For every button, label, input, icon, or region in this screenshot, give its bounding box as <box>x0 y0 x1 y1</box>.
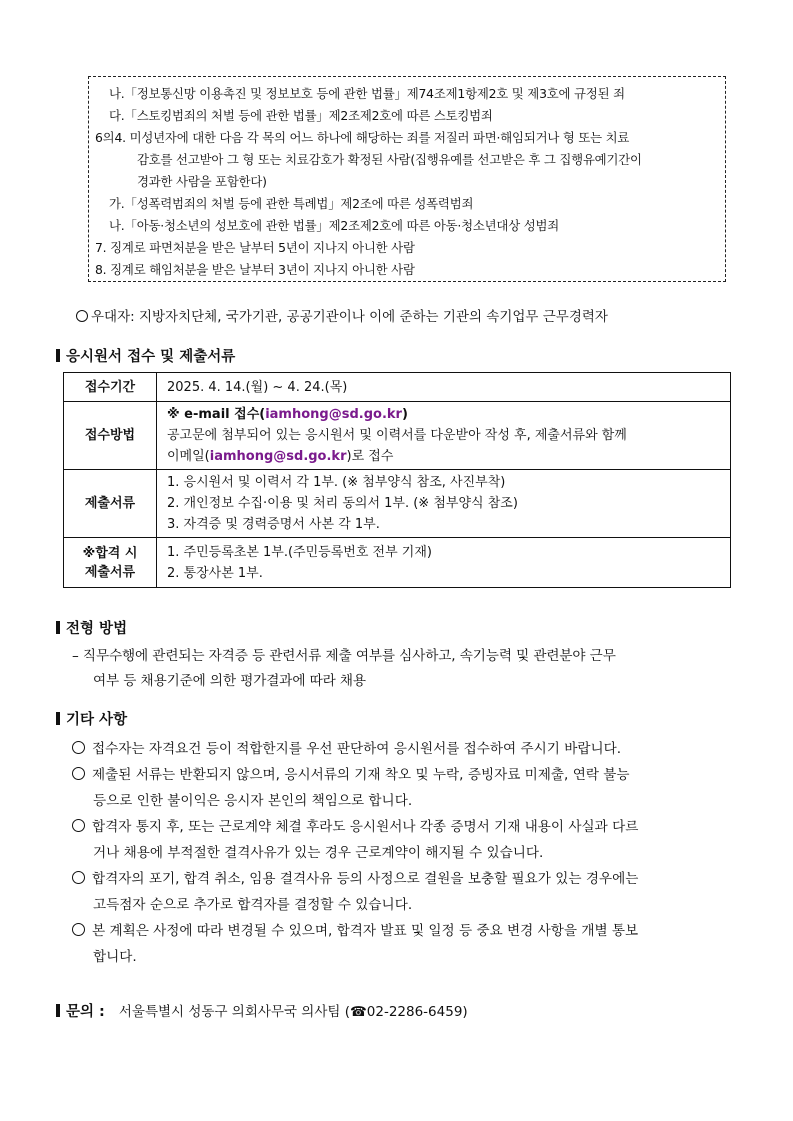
disqualification-line: 7. 징계로 파면처분을 받은 날부터 5년이 지나지 아니한 사람 <box>95 240 415 255</box>
pass-docs-label: ※합격 시 제출서류 <box>64 538 157 588</box>
disqualification-line: 가.「성폭력범죄의 처벌 등에 관한 특례법」제2조에 따른 성폭력범죄 <box>109 196 474 211</box>
list-item: 1. 응시원서 및 이력서 각 1부. (※ 첨부양식 참조, 사진부착) <box>167 475 506 490</box>
email-link[interactable]: iamhong@sd.go.kr <box>265 407 402 422</box>
email-link[interactable]: iamhong@sd.go.kr <box>209 449 347 464</box>
section-bar-icon <box>56 712 60 725</box>
disqualification-box <box>88 76 726 282</box>
preferred-note <box>76 305 608 325</box>
application-section-title: 응시원서 접수 및 제출서류 <box>56 345 235 366</box>
circle-bullet-icon <box>72 871 85 884</box>
list-item: 2. 개인정보 수집·이용 및 처리 동의서 1부. (※ 첨부양식 참조) <box>167 496 518 511</box>
list-item: 1. 주민등록초본 1부.(주민등록번호 전부 기재) <box>167 544 432 560</box>
pass-docs-value <box>157 538 731 588</box>
table-row <box>64 538 731 588</box>
method-value: ※ e-mail 접수(iamhong@sd.go.kr) 공고문에 첨부되어 있는 응시원서 및 이력서를 다운받아 작성 후, 제출서류와 함께 이메일(iamhong@sd.go.kr)로 접수 <box>157 402 731 470</box>
list-item: 합격자의 포기, 합격 취소, 임용 결격사유 등의 사정으로 결원을 보충할 필요가 있는 경우에는 <box>72 867 638 887</box>
application-table <box>63 372 731 588</box>
list-item: 3. 자격증 및 경력증명서 사본 각 1부. <box>167 517 380 532</box>
table-row <box>64 402 731 470</box>
section-bar-icon <box>56 1004 60 1017</box>
list-item-continuation: 등으로 인한 불이익은 응시자 본인의 책임으로 합니다. <box>93 793 413 809</box>
list-item: 본 계획은 사정에 따라 변경될 수 있으며, 합격자 발표 및 일정 등 중요 변경 사항을 개별 통보 <box>72 919 638 939</box>
circle-bullet-icon <box>76 310 88 322</box>
disqualification-line: 6의4. 미성년자에 대한 다음 각 목의 어느 하나에 해당하는 죄를 저질러 파면·해임되거나 형 또는 치료 <box>95 130 630 145</box>
section-bar-icon <box>56 621 60 634</box>
disqualification-line: 8. 징계로 해임처분을 받은 날부터 3년이 지나지 아니한 사람 <box>95 262 415 277</box>
disqualification-line: 감호를 선고받아 그 형 또는 치료감호가 확정된 사람(집행유예를 선고받은 후 그 집행유예기간이 <box>137 152 642 167</box>
circle-bullet-icon <box>72 741 85 754</box>
table-row <box>64 470 731 538</box>
other-section-title: 기타 사항 <box>56 708 127 729</box>
list-item: 2. 통장사본 1부. <box>167 565 263 581</box>
selection-section-title: 전형 방법 <box>56 617 127 638</box>
disqualification-line: 나.「정보통신망 이용촉진 및 정보보호 등에 관한 법률」제74조제1항제2호 및 제3호에 규정된 죄 <box>109 86 625 101</box>
list-item: 접수자는 자격요건 등이 적합한지를 우선 판단하여 응시원서를 접수하여 주시기 바랍니다. <box>72 737 621 757</box>
method-label: 접수방법 <box>64 402 157 470</box>
list-item-continuation: 거나 채용에 부적절한 결격사유가 있는 경우 근로계약이 해지될 수 있습니다. <box>93 845 544 861</box>
disqualification-line: 나.「아동·청소년의 성보호에 관한 법률」제2조제2호에 따른 아동·청소년대상 성범죄 <box>109 218 560 233</box>
disqualification-line: 경과한 사람을 포함한다) <box>137 174 267 189</box>
list-item: 합격자 통지 후, 또는 근로계약 체결 후라도 응시원서나 각종 증명서 기재 내용이 사실과 다르 <box>72 815 638 835</box>
contact-label: 문의 : <box>66 1004 105 1020</box>
docs-label: 제출서류 <box>64 470 157 538</box>
list-item: 제출된 서류는 반환되지 않으며, 응시서류의 기재 착오 및 누락, 증빙자료 미제출, 연락 불능 <box>72 763 630 783</box>
selection-line: 여부 등 채용기준에 의한 평가결과에 따라 채용 <box>93 673 366 689</box>
section-bar-icon <box>56 349 60 362</box>
list-item-continuation: 합니다. <box>93 949 137 965</box>
disqualification-line: 다.「스토킹범죄의 처벌 등에 관한 법률」제2조제2호에 따른 스토킹범죄 <box>109 108 493 123</box>
contact <box>56 1000 468 1021</box>
table-row <box>64 373 731 402</box>
period-label: 접수기간 <box>64 373 157 402</box>
period-value: 2025. 4. 14.(월) ~ 4. 24.(목) <box>157 373 731 402</box>
circle-bullet-icon <box>72 923 85 936</box>
preferred-text: 우대자: 지방자치단체, 국가기관, 공공기관이나 이에 준하는 기관의 속기업무 근무경력자 <box>91 309 608 325</box>
list-item-continuation: 고득점자 순으로 추가로 합격자를 결정할 수 있습니다. <box>93 897 413 913</box>
contact-text: 서울특별시 성동구 의회사무국 의사팀 (☎02-2286-6459) <box>118 1004 468 1020</box>
circle-bullet-icon <box>72 819 85 832</box>
circle-bullet-icon <box>72 767 85 780</box>
selection-line: – 직무수행에 관련되는 자격증 등 관련서류 제출 여부를 심사하고, 속기능력 및 관련분야 근무 <box>72 648 616 664</box>
docs-value <box>157 470 731 538</box>
